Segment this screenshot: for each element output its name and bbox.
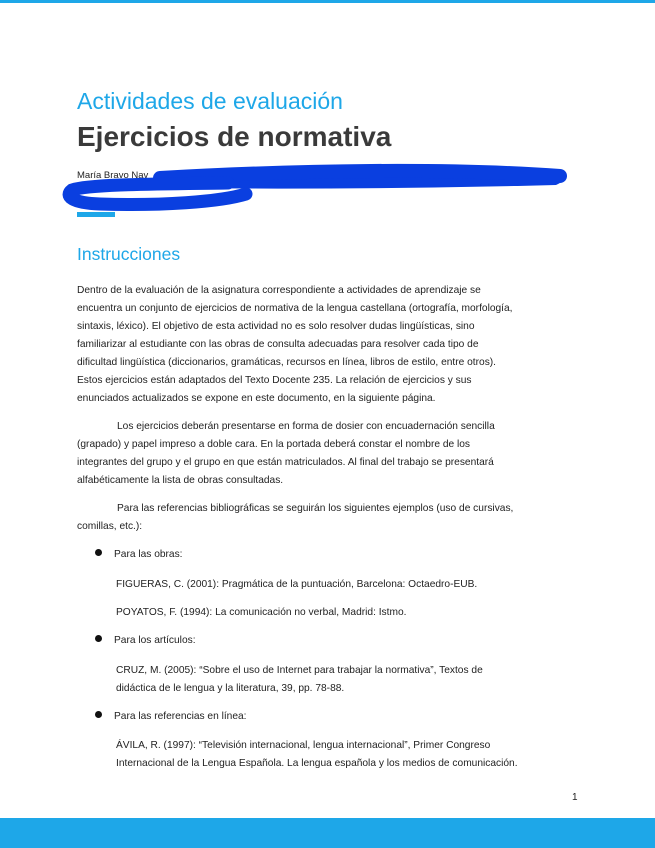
document-title: Ejercicios de normativa xyxy=(77,121,392,152)
bullet-icon xyxy=(95,549,102,556)
document-subtitle: Actividades de evaluación xyxy=(77,88,343,114)
list-item-articulos: Para los artículos: xyxy=(95,632,196,650)
top-accent-rule xyxy=(0,0,655,3)
bullet-icon xyxy=(95,711,102,718)
paragraph-2: Los ejercicios deberán presentarse en forma de dosier con encuadernación sencilla (grapado) y papel impreso a doble cara. En la portada deberá constar el nombre de los integrantes del grupo y el grupo en que están matriculados. Al final del trabajo se presentará alfabéticamente la lista de obras consultadas. xyxy=(77,421,495,486)
paragraph-3: Para las referencias bibliográficas se seguirán los siguientes ejemplos (uso de cursivas, comillas, etc.): xyxy=(77,503,514,532)
reference-figueras: FIGUERAS, C. (2001): Pragmática de la puntuación, Barcelona: Octaedro-EUB. xyxy=(116,579,478,590)
author-name: María Bravo Nav xyxy=(77,170,149,181)
reference-poyatos: POYATOS, F. (1994): La comunicación no verbal, Madrid: Istmo. xyxy=(116,607,407,618)
section-heading-instrucciones: Instrucciones xyxy=(77,244,181,264)
reference-avila: ÁVILA, R. (1997): “Televisión internacional, lengua internacional”, Primer Congreso Internacional de la Lengua Española. La lengua española y los medios de comunicación. xyxy=(116,740,518,769)
list-item-en-linea: Para las referencias en línea: xyxy=(95,708,247,726)
bullet-icon xyxy=(95,635,102,642)
paragraph-1: Dentro de la evaluación de la asignatura correspondiente a actividades de aprendizaje se encuentra un conjunto de ejercicios de normativa de la lengua castellana (ortografía, morfología, sintaxis, léxico). El objetivo de esta actividad no es solo resolver dudas lingüísticas, sino familiarizar al estudiante con las obras de consulta adecuadas para resolver cada tipo de dificultad lingüística (diccionarios, gramáticas, recursos en línea, libros de estilo, entre otros). Estos ejercicios están adaptados del Texto Docente 235. La relación de ejercicios y sus enunciados actualizados se expone en este documento, en la siguiente página. xyxy=(77,285,513,404)
footer-accent-band xyxy=(0,818,655,848)
page-number: 1 xyxy=(572,792,578,803)
reference-cruz: CRUZ, M. (2005): “Sobre el uso de Internet para trabajar la normativa”, Textos de didáctica de le lengua y la literatura, 39, pp. 78-88. xyxy=(116,665,483,694)
list-item-obras: Para las obras: xyxy=(95,546,183,564)
title-accent-bar xyxy=(77,212,115,217)
